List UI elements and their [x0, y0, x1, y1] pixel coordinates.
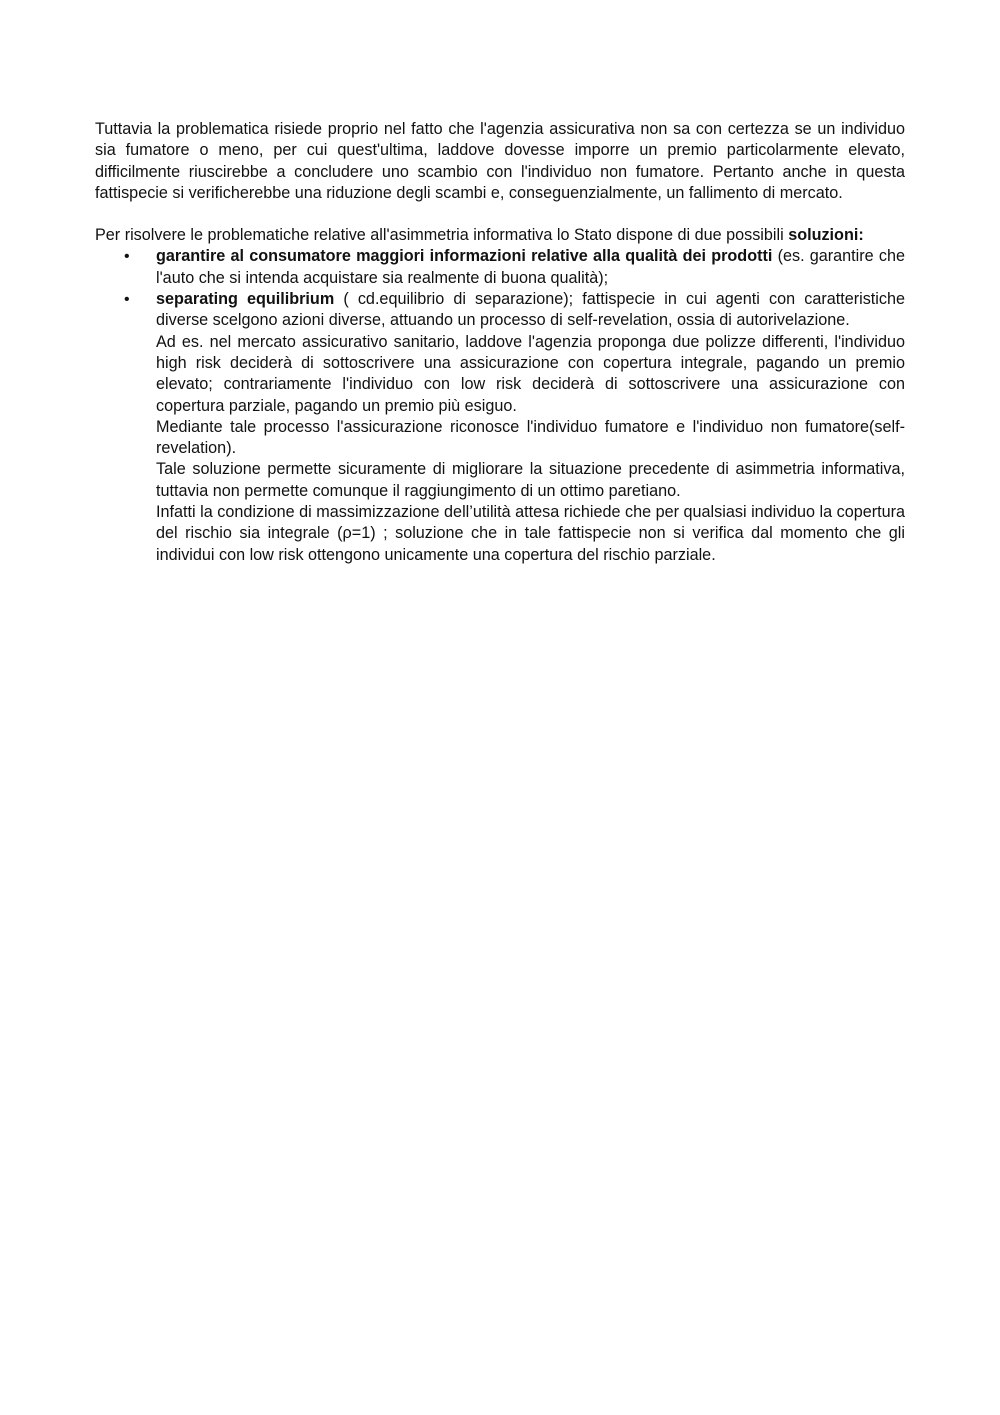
document-page [95, 119, 905, 566]
list-item-garantire-informazioni [95, 246, 905, 289]
item-body: (es. garantire che l'auto che si intenda acquistare sia realmente di buona qualità); [156, 247, 905, 287]
item-bold-label: separating equilibrium [156, 290, 335, 309]
bullet-icon: • [124, 248, 130, 266]
list-item-separating-equilibrium [95, 289, 905, 566]
process-line: Mediante tale processo l'assicurazione riconosce l'individuo fumatore e l'individuo non fumatore(self-revelation). [156, 417, 905, 458]
list-item-text [156, 289, 905, 332]
solutions-intro-bold: soluzioni: [788, 226, 864, 245]
list-item-text [156, 246, 905, 289]
example-line: Ad es. nel mercato assicurativo sanitario, laddove l'agenzia proponga due polizze differenti, l'individuo high risk deciderà di sottoscrivere una assicurazione con copertura integrale, pagando un premio elevato; contrariamente l'individuo con low risk deciderà di sottoscrivere una assicurazione con copertura parziale, pagando un premio più esiguo. [156, 332, 905, 415]
solutions-intro-text: Per risolvere le problematiche relative all'asimmetria informativa lo Stato dispone di due possibili [95, 226, 789, 245]
item-body: ( cd.equilibrio di separazione); fattispecie in cui agenti con caratteristiche diverse scelgono azioni diverse, attuando un processo di self-revelation, ossia di autorivelazione. [156, 290, 905, 330]
utility-condition-line: Infatti la condizione di massimizzazione dell’utilità attesa richiede che per qualsiasi individuo la copertura del rischio sia integrale (ρ=1) ; soluzione che in tale fattispecie non si verifica dal momento che gli individui con low risk ottengono unicamente una copertura del rischio parziale. [156, 503, 905, 564]
bullet-icon: • [124, 291, 130, 309]
solutions-list [95, 246, 905, 565]
item-bold-label: garantire al consumatore maggiori informazioni relative alla qualità dei prodotti [156, 247, 773, 266]
solution-evaluation-line: Tale soluzione permette sicuramente di migliorare la situazione precedente di asimmetria informativa, tuttavia non permette comunque il raggiungimento di un ottimo paretiano. [156, 460, 905, 500]
paragraph-fumatore-problem: Tuttavia la problematica risiede proprio nel fatto che l'agenzia assicurativa non sa con certezza se un individuo sia fumatore o meno, per cui quest'ultima, laddove dovesse imporre un premio particolarmente elevato, difficilmente riuscirebbe a concludere uno scambio con l'individuo non fumatore. Pertanto anche in questa fattispecie si verificherebbe una riduzione degli scambi e, conseguenzialmente, un fallimento di mercato. [95, 120, 905, 202]
paragraph-solutions-intro [95, 225, 905, 246]
